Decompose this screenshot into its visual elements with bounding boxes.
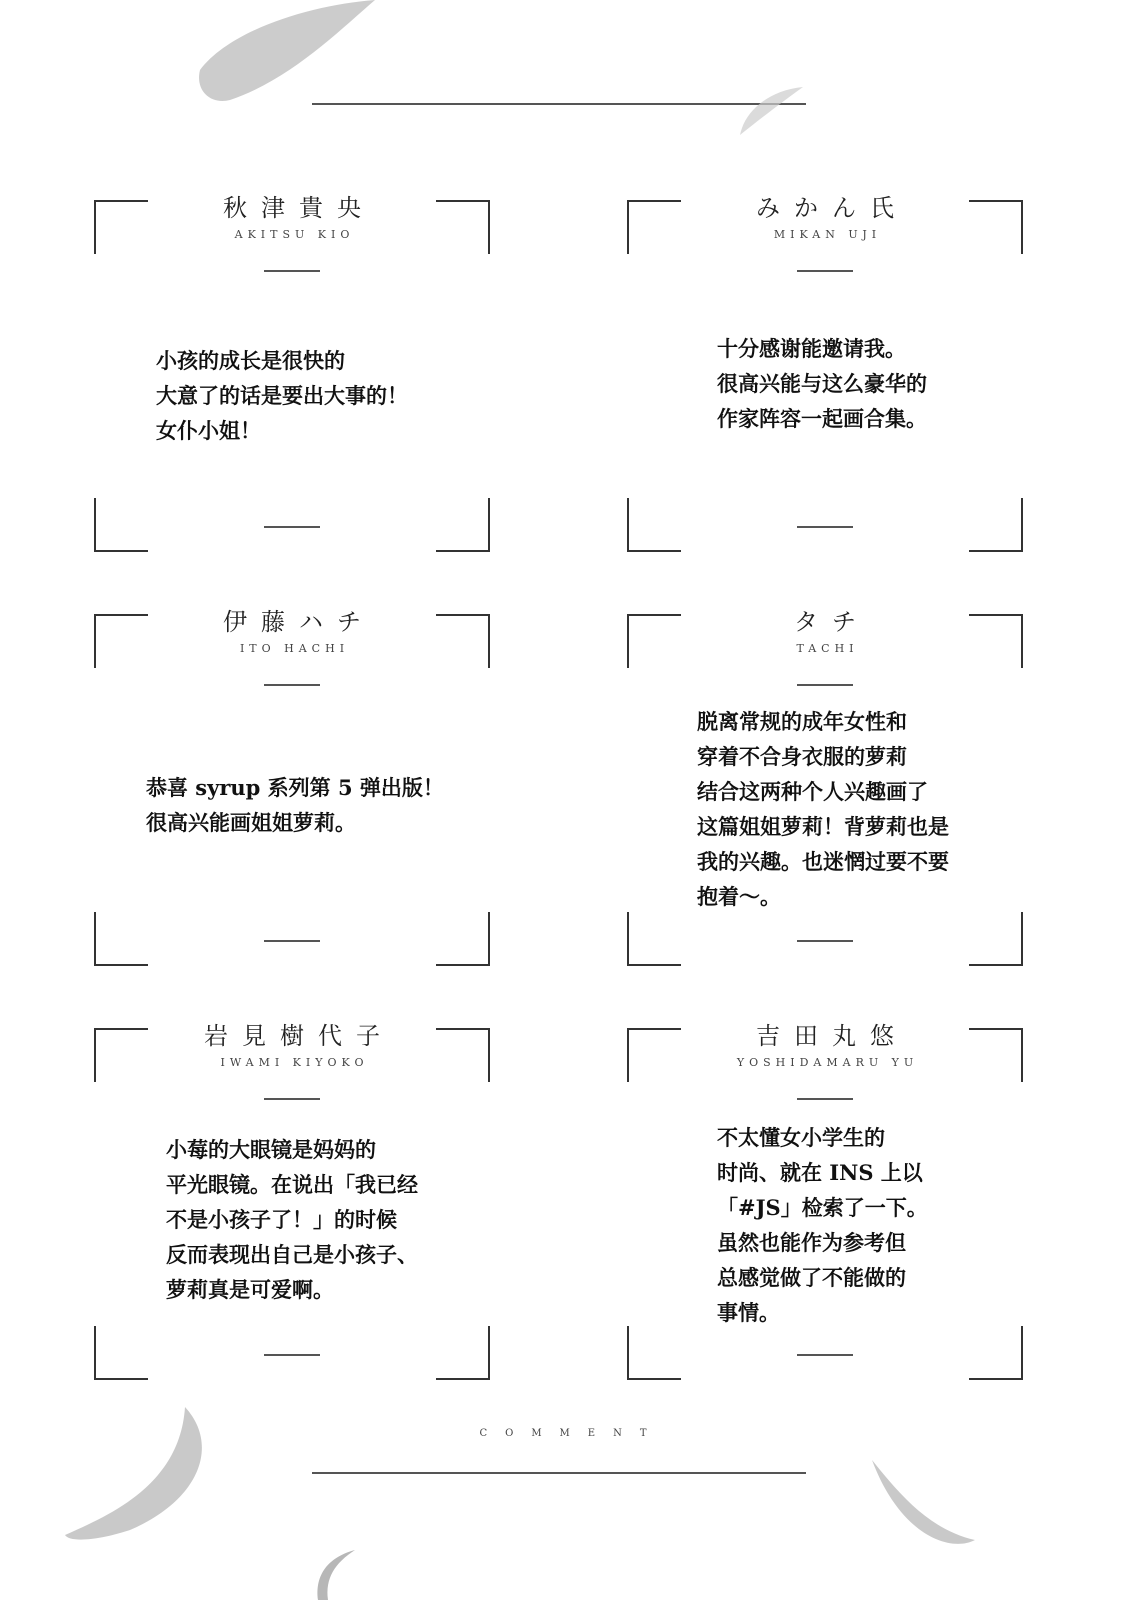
feather-top-left-icon [190,0,380,110]
comment-card-iwami-kiyoko [94,1022,490,1380]
author-name-jp: みかん氏 [756,194,908,222]
feather-bottom-left-icon [60,1405,220,1545]
comment-text: 小莓的大眼镜是妈妈的 平光眼镜。在说出「我已经 不是小孩子了！」的时候 反而表现出自己是小孩子、 萝莉真是可爱啊。 [166,1137,418,1302]
author-name-jp: 岩見樹代子 [204,1022,394,1050]
feather-top-right-icon [735,85,805,140]
comment-card-ito-hachi [94,608,490,966]
comment-text: 脱离常规的成年女性和 穿着不合身衣服的萝莉 结合这两种个人兴趣画了 这篇姐姐萝莉！背萝莉也是 我的兴趣。也迷惘过要不要 抱着～。 [697,704,949,914]
author-name-jp: 秋津貴央 [223,194,375,222]
author-name-jp: 吉田丸悠 [756,1022,908,1050]
bottom-rule [312,1472,806,1474]
feather-bottom-center-icon [310,1548,360,1600]
author-name-jp: タチ [794,608,870,636]
section-label: COMMENT [479,1428,665,1439]
author-name-jp: 伊藤ハチ [223,608,375,636]
feather-bottom-right-icon [870,1455,980,1555]
comment-text: 恭喜 syrup 系列第 5 弹出版！ 很高兴能画姐姐萝莉。 [146,775,444,835]
author-name-en: MIKAN UJI [773,228,882,241]
author-name-en: IWAMI KIYOKO [220,1056,369,1069]
top-rule [312,103,806,105]
comment-text: 小孩的成长是很快的 大意了的话是要出大事的！ 女仆小姐！ [156,348,408,443]
author-name-en: TACHI [796,642,859,655]
author-name-en: AKITSU KIO [234,228,355,241]
comment-card-akitsu-kio [94,194,490,552]
author-name-en: YOSHIDAMARU YU [736,1056,919,1069]
comment-text: 十分感谢能邀请我。 很高兴能与这么豪华的 作家阵容一起画合集。 [717,336,927,431]
comment-text: 不太懂女小学生的 时尚、就在 INS 上以 「#JS」检索了一下。 虽然也能作为参考但 总感觉做了不能做的 事情。 [717,1120,928,1330]
comment-card-mikan-uji [627,194,1023,552]
comment-card-tachi [627,608,1023,966]
comment-card-yoshidamaru-yu [627,1022,1023,1380]
author-name-en: ITO HACHI [239,642,350,655]
